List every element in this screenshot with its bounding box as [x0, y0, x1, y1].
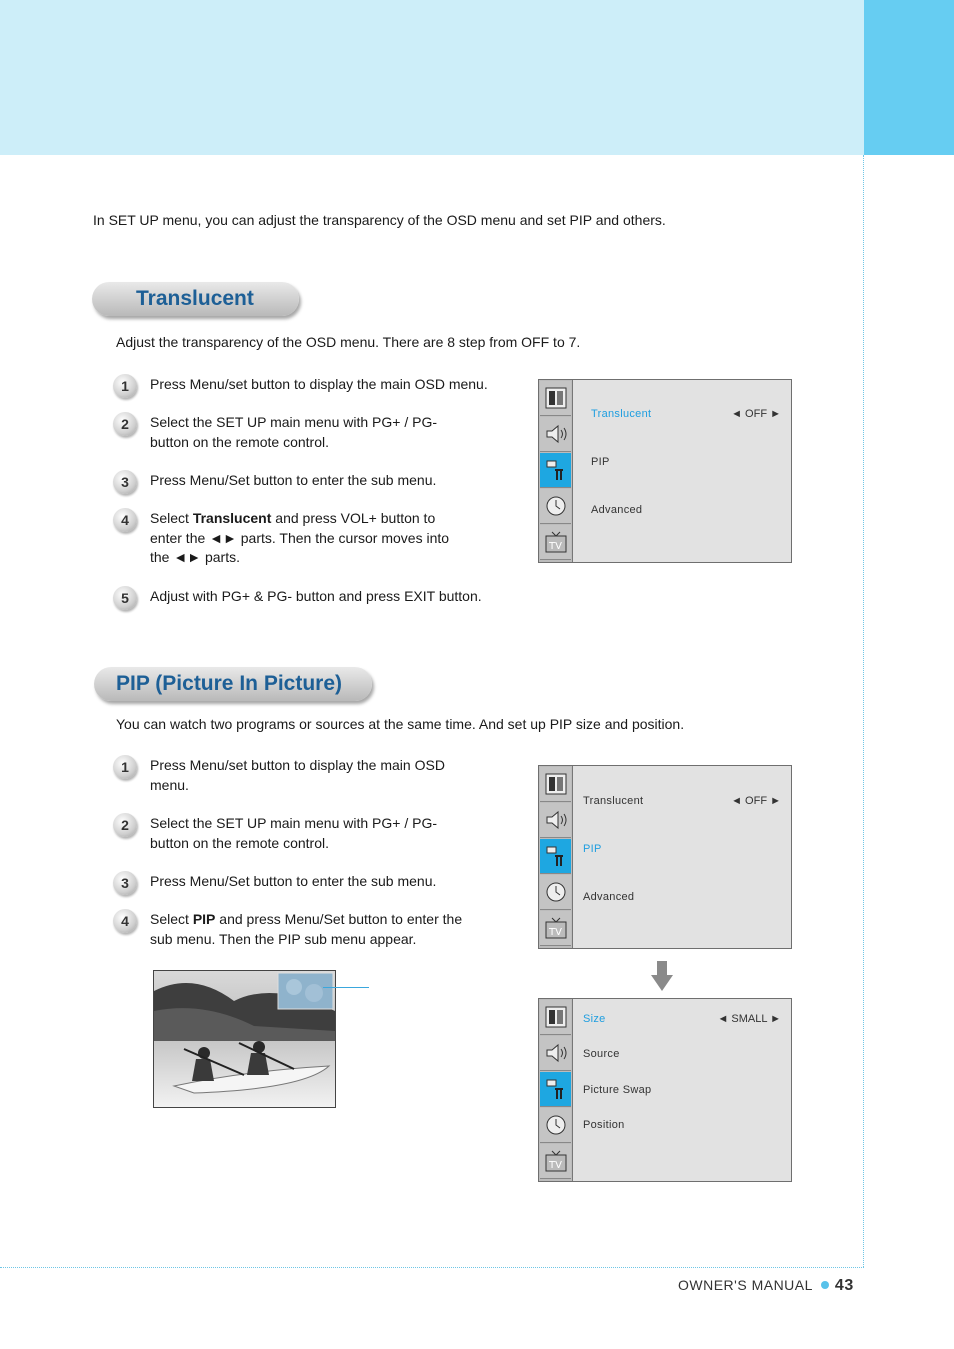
- picture-icon: [540, 381, 571, 416]
- translucent-description: Adjust the transparency of the OSD menu. There are 8 step from OFF to 7.: [116, 334, 581, 350]
- picture-icon: [540, 1000, 571, 1035]
- step-text: Select Translucent and press VOL+ button to enter the ◄► parts. Then the cursor moves into the ◄► parts.: [150, 510, 450, 565]
- osd-item-source[interactable]: Source: [583, 1048, 620, 1060]
- sound-icon: [540, 417, 571, 452]
- step-text: Press Menu/set button to display the main OSD menu.: [150, 376, 488, 392]
- picture-icon: [540, 767, 571, 802]
- osd-value[interactable]: ◄ OFF ►: [731, 795, 781, 807]
- step-text: Select the SET UP main menu with PG+ / PG- button on the remote control.: [150, 414, 437, 450]
- setup-icon: [540, 1072, 571, 1107]
- clock-icon: [540, 875, 571, 910]
- tv-icon: [540, 911, 571, 946]
- step-number: 4: [113, 508, 137, 532]
- osd-item-translucent[interactable]: Translucent: [591, 408, 652, 420]
- clock-icon: [540, 489, 571, 524]
- osd-item-pip[interactable]: PIP: [583, 843, 602, 855]
- step-text: Press Menu/set button to display the main OSD menu.: [150, 757, 445, 793]
- footer-label: OWNER'S MANUAL: [678, 1277, 813, 1293]
- header-band: [0, 0, 864, 155]
- step-number: 1: [113, 755, 137, 779]
- svg-text:TV: TV: [548, 541, 562, 552]
- setup-icon: [540, 839, 571, 874]
- tv-icon: [540, 1144, 571, 1179]
- setup-icon: [540, 453, 571, 488]
- step-number: 2: [113, 412, 137, 436]
- osd-value[interactable]: ◄ OFF ►: [731, 408, 781, 420]
- osd-icon-column: [539, 766, 573, 948]
- page-number: 43: [834, 1277, 854, 1294]
- step-text: Press Menu/Set button to enter the sub menu.: [150, 472, 437, 488]
- intro-text: In SET UP menu, you can adjust the transparency of the OSD menu and set PIP and others.: [93, 212, 666, 228]
- svg-text:TV: TV: [548, 1160, 562, 1171]
- translucent-heading: Translucent: [92, 282, 299, 316]
- osd-pip-main: [538, 765, 792, 949]
- osd-item-picture-swap[interactable]: Picture Swap: [583, 1084, 652, 1096]
- osd-item-advanced[interactable]: Advanced: [591, 504, 643, 516]
- osd-item-position[interactable]: Position: [583, 1119, 625, 1131]
- osd-item-advanced[interactable]: Advanced: [583, 891, 635, 903]
- arrow-down-icon: [651, 961, 673, 991]
- tv-icon: [540, 525, 571, 560]
- osd-item-pip[interactable]: PIP: [591, 456, 610, 468]
- page-border-right: [863, 155, 864, 1267]
- pip-pointer-line: [323, 987, 369, 988]
- osd-item-translucent[interactable]: Translucent: [583, 795, 644, 807]
- header-tab: [864, 0, 954, 155]
- osd-value[interactable]: ◄ SMALL ►: [717, 1013, 781, 1025]
- footer: [678, 1277, 854, 1295]
- step-number: 3: [113, 470, 137, 494]
- footer-dot-icon: [821, 1281, 829, 1289]
- osd-pip-sub: [538, 998, 792, 1182]
- sound-icon: [540, 803, 571, 838]
- step-number: 3: [113, 871, 137, 895]
- pip-heading: PIP (Picture In Picture): [94, 667, 372, 701]
- pip-example-photo: [153, 970, 336, 1108]
- page-border-bottom: [0, 1267, 864, 1268]
- svg-text:TV: TV: [548, 927, 562, 938]
- step-number: 5: [113, 586, 137, 610]
- pip-description: You can watch two programs or sources at the same time. And set up PIP size and position.: [116, 716, 685, 732]
- osd-translucent: [538, 379, 792, 563]
- osd-item-size[interactable]: Size: [583, 1013, 606, 1025]
- sound-icon: [540, 1036, 571, 1071]
- step-text: Press Menu/Set button to enter the sub menu.: [150, 873, 437, 889]
- step-text: Select the SET UP main menu with PG+ / PG- button on the remote control.: [150, 815, 437, 851]
- clock-icon: [540, 1108, 571, 1143]
- step-text: Select PIP and press Menu/Set button to enter the sub menu. Then the PIP sub menu appear.: [150, 911, 463, 947]
- step-number: 4: [113, 909, 137, 933]
- step-number: 2: [113, 813, 137, 837]
- step-text: Adjust with PG+ & PG- button and press EXIT button.: [150, 588, 482, 604]
- step-number: 1: [113, 374, 137, 398]
- osd-icon-column: [539, 380, 573, 562]
- osd-icon-column: [539, 999, 573, 1181]
